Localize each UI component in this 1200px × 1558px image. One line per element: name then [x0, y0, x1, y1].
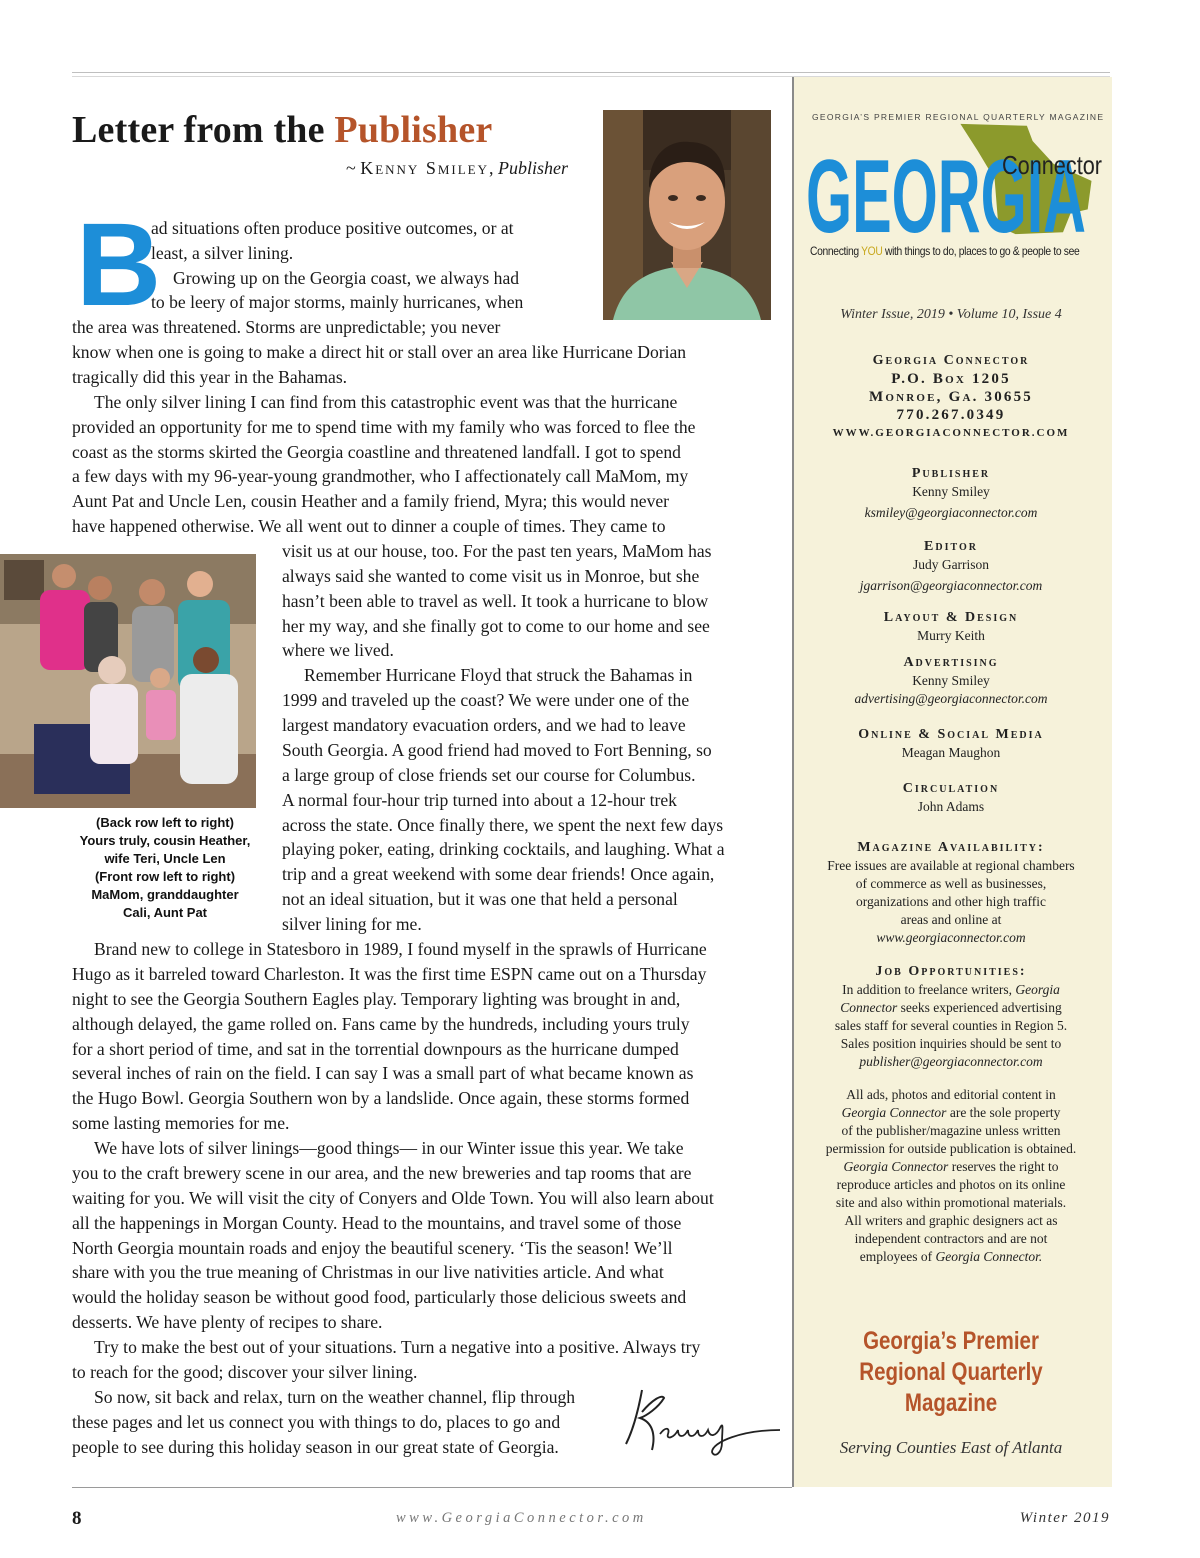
article-line: share with you the true meaning of Christmas in our live nativities article. And what [72, 1262, 664, 1282]
article-line: several inches of rain on the field. I can say I was a small part of what became known as [72, 1063, 694, 1083]
online-name: Meagan Maughon [901, 745, 1001, 760]
article-line: hasn’t been able to travel as well. It took a hurricane to blow [282, 591, 709, 611]
legal-text: reserves the right to [948, 1159, 1059, 1174]
article-line: desserts. We have plenty of recipes to share. [72, 1312, 383, 1332]
publisher-name: Kenny Smiley [912, 484, 990, 499]
caption-line: (Back row left to right) [96, 815, 234, 830]
editor-email: jgarrison@georgiaconnector.com [859, 578, 1043, 593]
jobs-italic: Connector [840, 1000, 898, 1015]
article-line: We have lots of silver linings—good things— in our Winter issue this year. We take [94, 1138, 684, 1158]
jobs-italic: Georgia [1015, 982, 1060, 997]
availability-heading: Magazine Availability: [857, 840, 1045, 855]
availability-line: areas and online at [900, 912, 1002, 927]
article-line: North Georgia mountain roads and enjoy the beautiful scenery. ‘Tis the season! We’ll [72, 1238, 673, 1258]
legal-text: are the sole property [946, 1105, 1061, 1120]
premier-line: Magazine [904, 1389, 998, 1417]
article-line: So now, sit back and relax, turn on the weather channel, flip through [94, 1387, 576, 1407]
advertising-email: advertising@georgiaconnector.com [854, 691, 1048, 706]
legal-italic: Georgia Connector. [935, 1249, 1043, 1264]
article-line: the area was threatened. Storms are unpredictable; you never [72, 317, 501, 337]
photo-caption [60, 814, 270, 922]
byline-prefix: ~ [345, 158, 361, 178]
legal-line: of the publisher/magazine unless written [841, 1123, 1061, 1138]
top-rule [72, 72, 1110, 73]
article-line: largest mandatory evacuation orders, and we had to leave [282, 715, 686, 735]
article-line: always said she wanted to come visit us in Monroe, but she [282, 566, 700, 586]
bottom-rule [72, 1487, 792, 1488]
address-name: Georgia Connector [872, 353, 1030, 368]
publisher-heading: Publisher [911, 466, 991, 481]
mailing-address [792, 352, 1110, 442]
byline-role: Publisher [498, 158, 568, 178]
staff-layout [792, 609, 1110, 645]
jobs-line: sales staff for several counties in Region 5. [834, 1018, 1068, 1033]
article-line: across the state. Once finally there, we spent the next few days [282, 815, 724, 835]
legal-italic: Georgia Connector [843, 1159, 949, 1174]
byline [72, 158, 568, 179]
article-line: Growing up on the Georgia coast, we always had [173, 268, 520, 288]
legal-line: reproduce articles and photos on its online [836, 1177, 1066, 1192]
article-line: would the holiday season be without good food, particularly those delicious sweets and [72, 1287, 687, 1307]
legal-line [792, 1248, 1110, 1266]
article-line: some lasting memories for me. [72, 1113, 290, 1133]
connecting-pre: Connecting [810, 244, 862, 258]
editor-heading: Editor [924, 539, 978, 554]
article-line: night to see the Georgia Southern Eagles play. Temporary lighting was brought in and, [72, 989, 681, 1009]
staff-circulation [792, 780, 1110, 816]
article-line: although delayed, the game rolled on. Fans came by the hundreds, including yours truly [72, 1014, 690, 1034]
availability-line: organizations and other high traffic [856, 894, 1046, 909]
layout-heading: Layout & Design [883, 610, 1019, 625]
article-line: Hugo as it barreled toward Charleston. It was the first time ESPN came out on a Thursday [72, 964, 707, 984]
family-photo [0, 554, 256, 808]
legal-line [792, 1158, 1110, 1176]
article-title [72, 108, 492, 152]
logo-georgia-text: GEORGIA [806, 139, 1086, 255]
article-line: Remember Hurricane Floyd that struck the Bahamas in [304, 665, 693, 685]
publisher-signature [612, 1372, 792, 1462]
byline-name: Kenny Smiley [360, 158, 489, 178]
availability-url: www.georgiaconnector.com [876, 930, 1026, 945]
article-line: playing poker, eating, drinking cocktails, and laughing. What a [282, 839, 725, 859]
jobs-line [792, 999, 1110, 1017]
jobs-heading: Job Opportunities: [875, 964, 1027, 979]
legal-line: All writers and graphic designers act as [844, 1213, 1058, 1228]
jobs-line: Sales position inquiries should be sent to [840, 1036, 1062, 1051]
jobs-email: publisher@georgiaconnector.com [859, 1054, 1043, 1069]
article-line: people to see during this holiday season in our great state of Georgia. [72, 1437, 559, 1457]
legal-italic: Georgia Connector [841, 1105, 947, 1120]
article-line: coast as the storms skirted the Georgia coastline and threatened landfall. I got to spend [72, 442, 681, 462]
address-phone: 770.267.0349 [896, 407, 1006, 423]
logo-connector-text: Connector [1002, 150, 1103, 180]
circulation-heading: Circulation [902, 781, 1000, 796]
article-line: ad situations often produce positive outcomes, or at [151, 218, 514, 238]
connecting-post: with things to do, places to go & people to see [882, 244, 1080, 258]
staff-advertising [792, 654, 1110, 708]
job-opportunities [792, 963, 1110, 1071]
advertising-name: Kenny Smiley [912, 673, 990, 688]
article-line: not an ideal situation, but it was one that held a personal [282, 889, 678, 909]
jobs-line [792, 981, 1110, 999]
address-website: WWW.GEORGIACONNECTOR.COM [832, 427, 1070, 439]
article-line: where we lived. [282, 640, 394, 660]
serving-area: Serving Counties East of Atlanta [839, 1438, 1063, 1457]
article-line: have happened otherwise. We all went out to dinner a couple of times. They came to [72, 516, 666, 536]
availability-line: Free issues are available at regional chambers [827, 858, 1075, 873]
caption-line: Yours truly, cousin Heather, [79, 833, 251, 848]
publisher-email: ksmiley@georgiaconnector.com [864, 505, 1038, 520]
legal-line [792, 1104, 1110, 1122]
premier-line: Georgia’s Premier [863, 1327, 1039, 1355]
article-line: the Hugo Bowl. Georgia Southern won by a landslide. Once again, these storms formed [72, 1088, 690, 1108]
publisher-portrait [603, 110, 771, 320]
article-line: Brand new to college in Statesboro in 1989, I found myself in the sprawls of Hurricane [94, 939, 707, 959]
article-line: Aunt Pat and Uncle Len, cousin Heather and a family friend, Myra; this would never [72, 491, 670, 511]
article-line: her my way, and she finally got to come to our home and see [282, 616, 710, 636]
jobs-text: seeks experienced advertising [897, 1000, 1062, 1015]
layout-name: Murry Keith [917, 628, 985, 643]
staff-online [792, 726, 1110, 762]
circulation-name: John Adams [917, 799, 985, 814]
article-line: waiting for you. We will visit the city of Conyers and Olde Town. You will also learn about [72, 1188, 714, 1208]
article-line: provided an opportunity for me to spend time with my family who was forced to flee the [72, 417, 696, 437]
article-line: a few days with my 96-year-young grandmother, who I affectionately call MaMom, my [72, 466, 689, 486]
article-line: all the happenings in Morgan County. Head to the mountains, and travel some of those [72, 1213, 682, 1233]
caption-line: Cali, Aunt Pat [122, 905, 208, 920]
article-line: you to the craft brewery scene in our area, and the new breweries and tap rooms that are [72, 1163, 692, 1183]
online-heading: Online & Social Media [858, 727, 1044, 742]
title-main: Letter from the [72, 109, 335, 151]
issue-info: Winter Issue, 2019 • Volume 10, Issue 4 [840, 307, 1062, 322]
drop-cap: B [76, 199, 162, 331]
legal-line: All ads, photos and editorial content in [846, 1087, 1056, 1102]
caption-line: MaMom, granddaughter [91, 887, 239, 902]
connecting-tagline [810, 244, 1079, 258]
article-line: trip and a great weekend with some dear friends! Once again, [282, 864, 715, 884]
jobs-text: In addition to freelance writers, [842, 982, 1016, 997]
address-city: Monroe, Ga. 30655 [868, 389, 1033, 405]
staff-editor [792, 538, 1110, 595]
article-line: Try to make the best out of your situations. Turn a negative into a positive. Always try [94, 1337, 701, 1357]
article-line: visit us at our house, too. For the past ten years, MaMom has [282, 541, 712, 561]
article-line: South Georgia. A good friend had moved to Fort Benning, so [282, 740, 712, 760]
legal-notice [792, 1086, 1110, 1266]
footer-url: www.GeorgiaConnector.com [396, 1510, 647, 1526]
staff-publisher [792, 465, 1110, 522]
article-line: to be leery of major storms, mainly hurricanes, when [151, 292, 524, 312]
article-line: for a short period of time, and sat in the torrential downpours as the hurricane dumped [72, 1039, 679, 1059]
availability-line: of commerce as well as businesses, [855, 876, 1047, 891]
connecting-you: YOU [861, 244, 883, 258]
magazine-tagline: GEORGIA’S PREMIER REGIONAL QUARTERLY MAGAZINE [812, 112, 1105, 122]
caption-line: wife Teri, Uncle Len [104, 851, 226, 866]
article-line: 1999 and traveled up the coast? We were under one of the [282, 690, 690, 710]
advertising-heading: Advertising [903, 655, 999, 670]
article-line: The only silver lining I can find from this catastrophic event was that the hurricane [94, 392, 678, 412]
article-line: tragically did this year in the Bahamas. [72, 367, 348, 387]
premier-line: Regional Quarterly [859, 1358, 1043, 1386]
article-line: a large group of close friends set our course for Columbus. [282, 765, 696, 785]
article-line: these pages and let us connect you with things to do, places to go and [72, 1412, 561, 1432]
legal-text: employees of [859, 1249, 936, 1264]
article-line: least, a silver lining. [151, 243, 294, 263]
page-number: 8 [72, 1508, 82, 1529]
legal-line: site and also within promotional materials. [835, 1195, 1067, 1210]
caption-line: (Front row left to right) [94, 869, 236, 884]
legal-line: permission for outside publication is obtained. [825, 1141, 1077, 1156]
premier-slogan [821, 1326, 1082, 1419]
editor-name: Judy Garrison [912, 557, 990, 572]
title-accent: Publisher [334, 109, 493, 151]
article-line: A normal four-hour trip turned into about a 12-hour trek [282, 790, 677, 810]
footer-issue: Winter 2019 [1019, 1510, 1110, 1526]
article-line: know when one is going to make a direct hit or stall over an area like Hurricane Dorian [72, 342, 687, 362]
address-box: P.O. Box 1205 [891, 371, 1011, 387]
article-line: to reach for the good; discover your silver lining. [72, 1362, 418, 1382]
article-line: silver lining for me. [282, 914, 422, 934]
legal-line: independent contractors and are not [854, 1231, 1048, 1246]
byline-separator: , [489, 158, 498, 178]
magazine-availability [792, 839, 1110, 947]
